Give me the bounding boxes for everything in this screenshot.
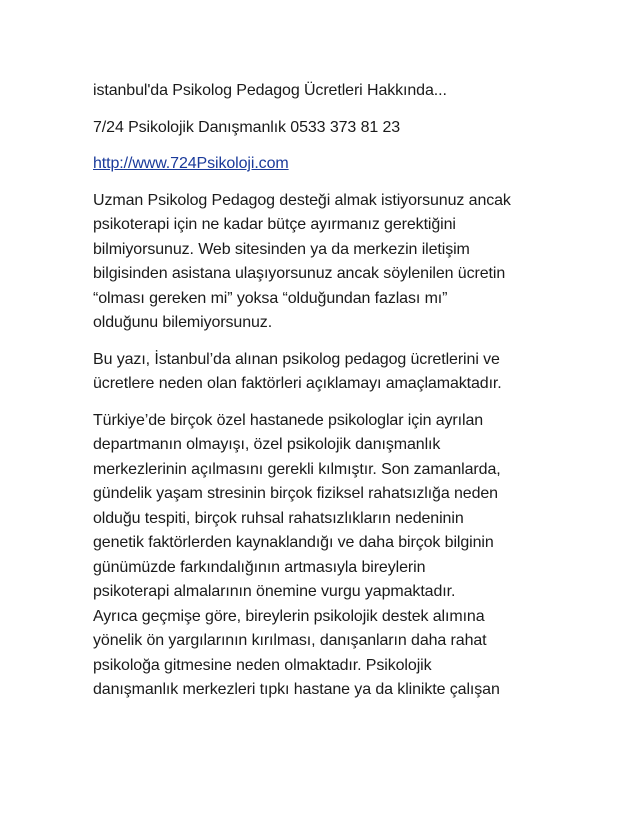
text-line: günümüzde farkındalığının artmasıyla bireylerin: [93, 558, 426, 576]
text-line: merkezlerinin açılmasını gerekli kılmıştır. Son zamanlarda,: [93, 460, 501, 478]
contact-line: 7/24 Psikolojik Danışmanlık 0533 373 81 23: [93, 118, 401, 136]
text-line: danışmanlık merkezleri tıpkı hastane ya da klinikte çalışan: [93, 681, 500, 698]
text-line: Türkiye’de birçok özel hastanede psikologlar için ayrılan: [93, 411, 484, 429]
text-line: gündelik yaşam stresinin birçok fiziksel rahatsızlığa neden: [93, 485, 498, 502]
paragraph-intro: [93, 189, 578, 336]
text-line: olduğu tespiti, birçok ruhsal rahatsızlıkların nedeninin: [93, 509, 464, 527]
text-line: Ayrıca geçmişe göre, bireylerin psikolojik destek alımına: [93, 607, 485, 625]
text-line: “olması gereken mi” yoksa “olduğundan fazlası mı”: [93, 289, 448, 307]
text-line: bilgisinden asistana ulaşıyorsunuz ancak söylenilen ücretin: [93, 265, 506, 282]
text-line: Bu yazı, İstanbul’da alınan psikolog pedagog ücretlerini ve: [93, 350, 500, 368]
text-line: yönelik ön yargılarının kırılması, danışanların daha rahat: [93, 632, 487, 649]
text-line: olduğunu bilemiyorsunuz.: [93, 314, 273, 331]
text-line: ücretlere neden olan faktörleri açıklamayı amaçlamaktadır.: [93, 375, 502, 392]
text-line: Uzman Psikolog Pedagog desteği almak istiyorsunuz ancak: [93, 191, 511, 209]
text-line: departmanın olmayışı, özel psikolojik danışmanlık: [93, 436, 441, 453]
text-line: bilmiyorsunuz. Web sitesinden ya da merkezin iletişim: [93, 240, 470, 258]
paragraph-purpose: [93, 348, 578, 397]
text-line: psikoterapi almalarının önemine vurgu yapmaktadır.: [93, 583, 456, 600]
paragraph-body: [93, 409, 578, 703]
text-line: genetik faktörlerden kaynaklandığı ve daha birçok bilginin: [93, 534, 494, 551]
text-line: psikoterapi için ne kadar bütçe ayırmanız gerektiğini: [93, 216, 456, 233]
document-title: istanbul'da Psikolog Pedagog Ücretleri Hakkında...: [93, 82, 447, 99]
text-line: psikoloğa gitmesine neden olmaktadır. Psikolojik: [93, 656, 432, 674]
website-link-row: [93, 152, 578, 177]
website-link[interactable]: http://www.724Psikoloji.com: [93, 155, 289, 172]
